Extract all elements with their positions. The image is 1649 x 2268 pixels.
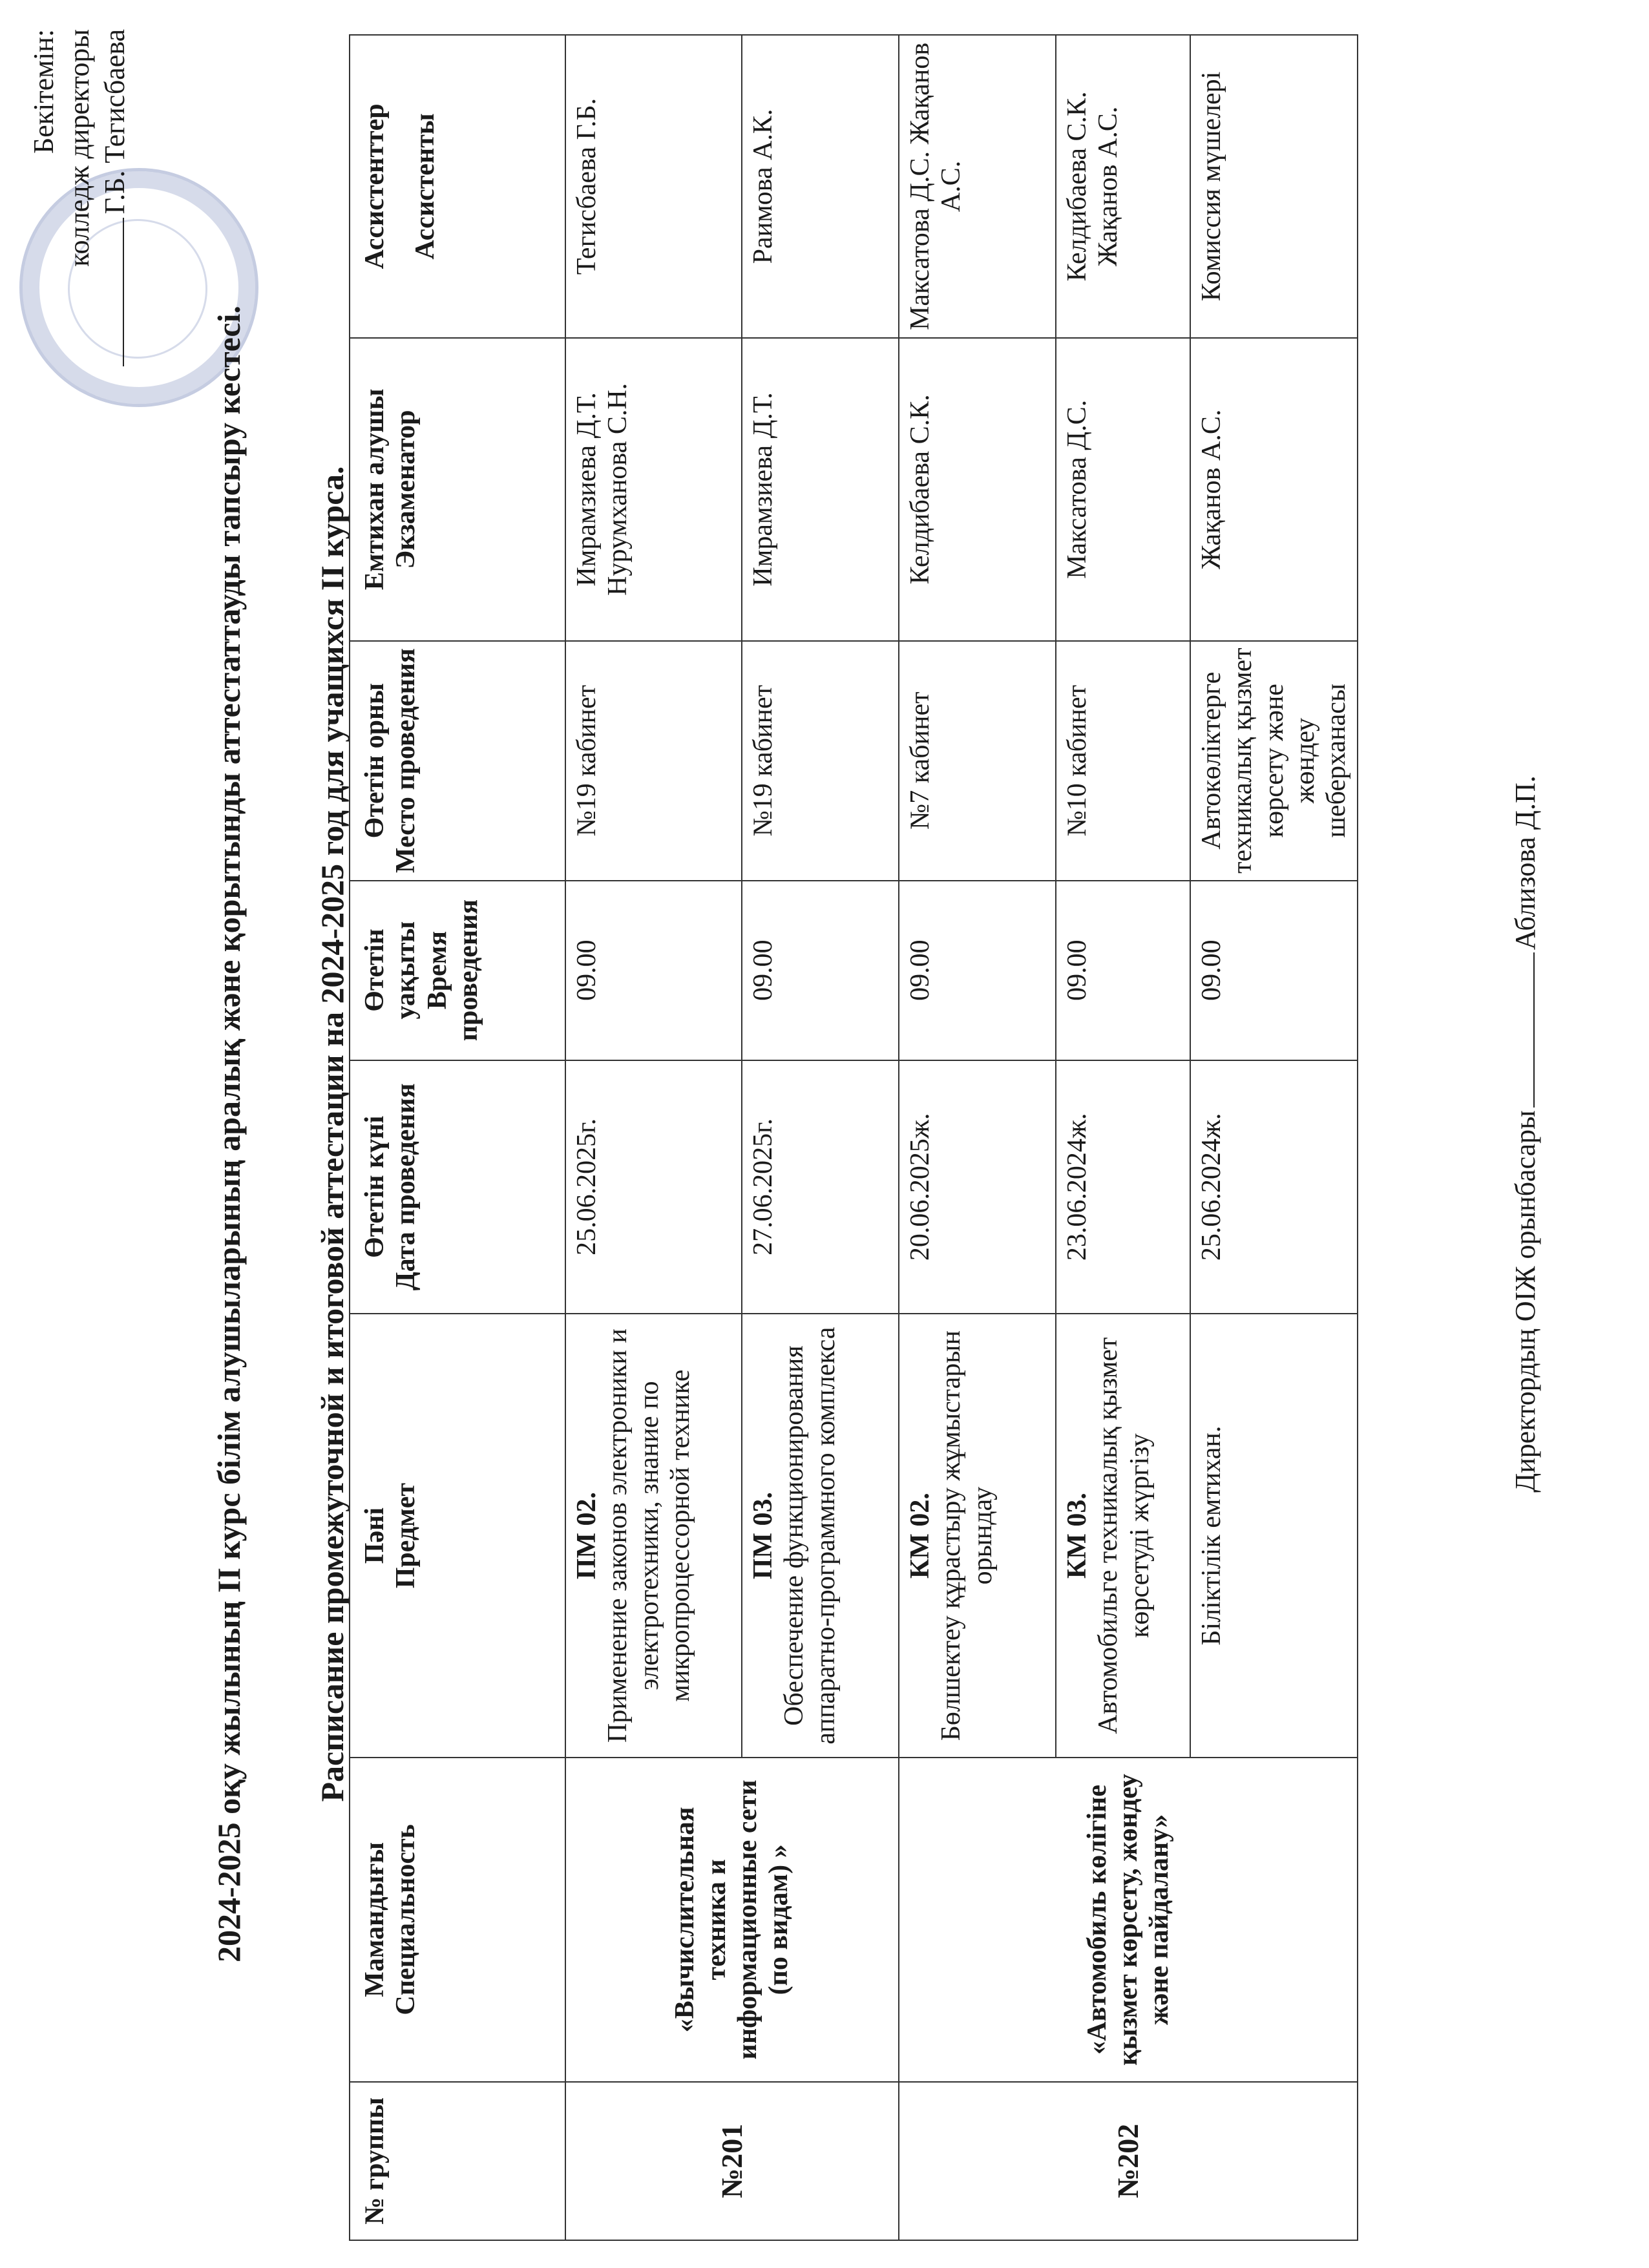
header-subject-kz: Пәні [360, 1507, 390, 1564]
group-number: №201 [565, 2082, 899, 2240]
assistants-cell: Раимова А.К. [742, 35, 899, 338]
subject-cell [1056, 1314, 1190, 1758]
header-time [350, 881, 565, 1060]
approval-heading: Бекітемін: [28, 29, 59, 154]
header-date-kz: Өтетін күні [360, 1115, 390, 1258]
place-cell: №10 кабинет [1056, 641, 1190, 881]
subject-cell [899, 1314, 1056, 1758]
title-russian: Расписание промежуточной и итоговой аттестации на 2024-2025 год для учащихся ІІ курса. [314, 466, 350, 1802]
header-examiner [350, 338, 565, 641]
header-specialty [350, 1758, 565, 2082]
header-group: № группы [350, 2082, 565, 2240]
header-specialty-kz: Мамандығы [360, 1842, 390, 1997]
footer-signature-line [1533, 952, 1535, 1108]
header-examiner-ru: Экзаменатор [391, 410, 421, 569]
table-row [565, 35, 742, 2240]
examiner-cell: Имрамзиева Д.Т. Нурумханова С.Н. [565, 338, 742, 641]
subject-name: Применение законов электроники и электротехники, знание по микропроцессорной технике [603, 1328, 695, 1743]
date-cell: 20.06.2025ж. [899, 1060, 1056, 1314]
subject-code: ПМ 03. [748, 1491, 778, 1580]
approval-position: колледж директоры [63, 29, 95, 267]
approval-block [26, 29, 132, 391]
subject-name: Обеспечение функционирования аппаратно-программного комплекса [779, 1327, 841, 1745]
header-place-kz: Өтетін орны [360, 683, 390, 839]
examiner-cell: Келдибаева С.К. [899, 338, 1056, 641]
header-assistants [350, 35, 565, 338]
subject-code: ПМ 02. [572, 1491, 602, 1580]
time-cell: 09.00 [1190, 881, 1358, 1060]
header-examiner-kz: Емтихан алушы [360, 388, 390, 591]
header-place-ru: Место проведения [391, 648, 421, 874]
assistants-cell: Максатова Д.С. Жақанов А.С. [899, 35, 1056, 338]
time-cell: 09.00 [899, 881, 1056, 1060]
subject-code: КМ 03. [1062, 1493, 1092, 1579]
date-cell: 27.06.2025г. [742, 1060, 899, 1314]
place-cell: Автокөліктерге техникалық қызмет көрсету және жөндеу шеберханасы [1190, 641, 1358, 881]
header-assistants-kz: Ассистенттер [360, 103, 390, 269]
footer-signature [1509, 0, 1542, 2268]
group-number: №202 [899, 2082, 1358, 2240]
footer-name: Аблизова Д.П. [1509, 775, 1541, 950]
approval-signature [97, 29, 132, 391]
subject-name: Бөлшектеу құрастыру жұмыстарын орындау [936, 1330, 998, 1741]
table-row [899, 35, 1056, 2240]
subject-cell [1190, 1314, 1358, 1758]
place-cell: №19 кабинет [565, 641, 742, 881]
place-cell: №19 кабинет [742, 641, 899, 881]
time-cell: 09.00 [565, 881, 742, 1060]
assistants-cell: Комиссия мүшелері [1190, 35, 1358, 338]
signature-line [123, 218, 124, 366]
examiner-cell: Жақанов А.С. [1190, 338, 1358, 641]
subject-name: Автомобильге техникалық қызмет көрсетуді жүргізу [1093, 1337, 1155, 1734]
schedule-table [349, 34, 1358, 2241]
footer-position: Директордың ОІЖ орынбасары [1509, 1110, 1541, 1493]
header-subject [350, 1314, 565, 1758]
subject-name: Біліктілік емтихан. [1197, 1425, 1226, 1646]
time-cell: 09.00 [1056, 881, 1190, 1060]
date-cell: 23.06.2024ж. [1056, 1060, 1190, 1314]
place-cell: №7 кабинет [899, 641, 1056, 881]
table-header-row [350, 35, 565, 2240]
subject-cell [742, 1314, 899, 1758]
time-cell: 09.00 [742, 881, 899, 1060]
date-cell: 25.06.2024ж. [1190, 1060, 1358, 1314]
approver-name: Г.Б. Тегисбаева [99, 29, 131, 215]
header-time-ru: Время проведения [422, 899, 483, 1042]
examiner-cell: Максатова Д.С. [1056, 338, 1190, 641]
title-kazakh: 2024-2025 оқу жылының ІІ курс білім алушыларының аралық және қорытынды аттестаттауды тапсыру кестесі. [211, 306, 247, 1962]
subject-cell [565, 1314, 742, 1758]
header-date-ru: Дата проведения [391, 1083, 421, 1291]
assistants-cell: Келдибаева С.К. Жақанов А.С. [1056, 35, 1190, 338]
header-time-kz: Өтетін уақыты [360, 921, 421, 1020]
header-subject-ru: Предмет [391, 1483, 421, 1589]
header-date [350, 1060, 565, 1314]
group-specialty: «Вычислительная техника и информационные сети (по видам) » [565, 1758, 899, 2082]
assistants-cell: Тегисбаева Г.Б. [565, 35, 742, 338]
header-specialty-ru: Специальность [391, 1824, 421, 2015]
header-assistants-ru: Ассистенты [410, 113, 441, 260]
examiner-cell: Имрамзиева Д.Т. [742, 338, 899, 641]
group-specialty: «Автомобиль көлігіне қызмет көрсету, жөндеу және пайдалану» [899, 1758, 1358, 2082]
header-place [350, 641, 565, 881]
subject-code: КМ 02. [905, 1493, 935, 1579]
date-cell: 25.06.2025г. [565, 1060, 742, 1314]
